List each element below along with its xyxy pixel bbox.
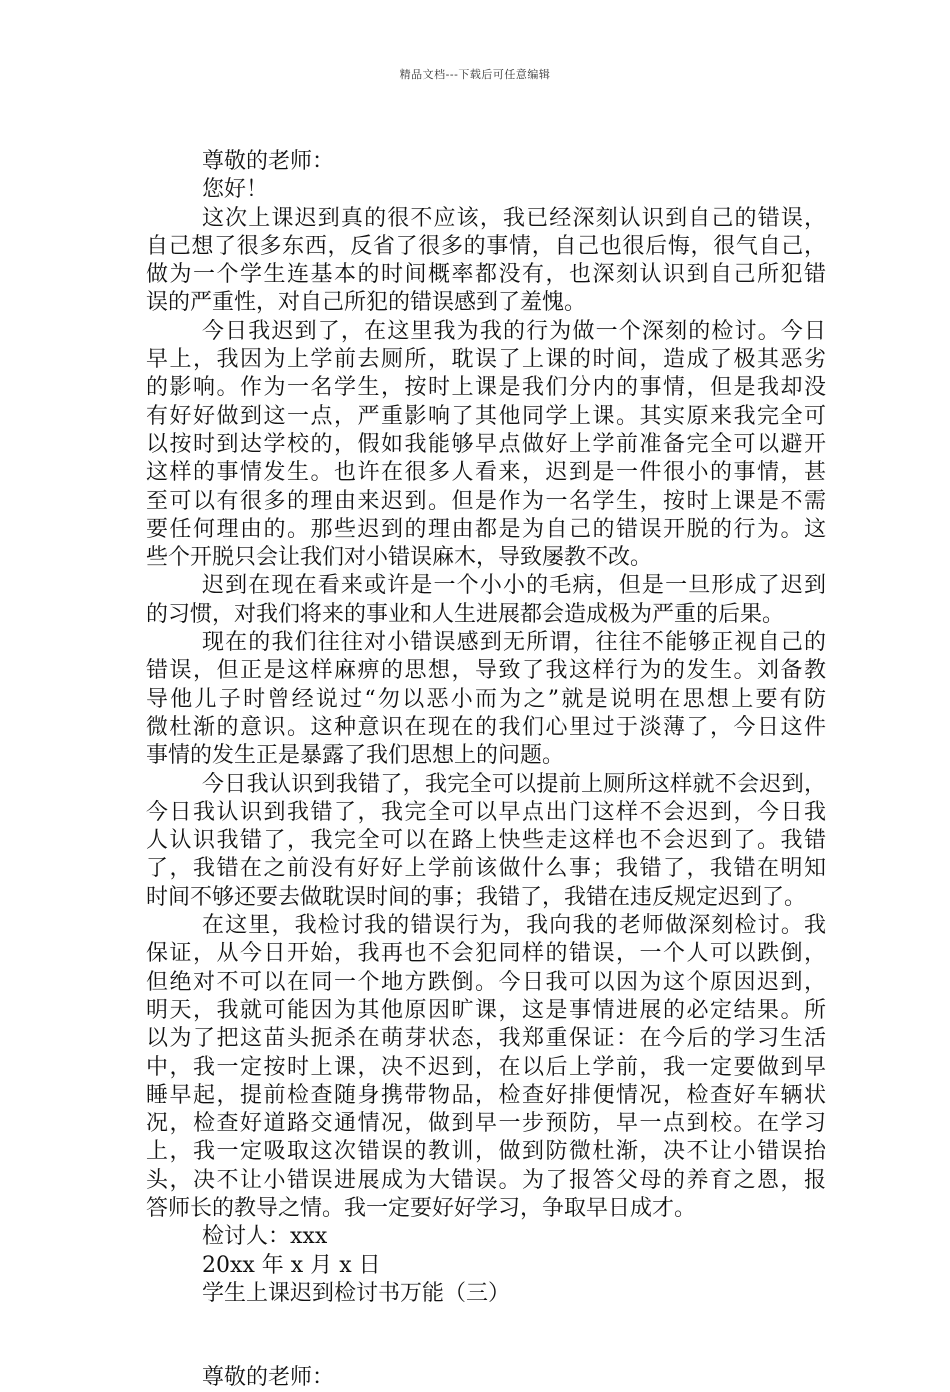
salutation: 尊敬的老师： — [202, 149, 335, 174]
paragraph-line: 误的严重性，对自己所犯的错误感到了羞愧。 — [146, 290, 587, 316]
paragraph-line: 明天，我就可能因为其他原因旷课，这是事情进展的必定结果。所 — [146, 997, 826, 1023]
next-salutation: 尊敬的老师： — [202, 1365, 335, 1391]
paragraph-line: 以按时到达学校的，假如我能够早点做好上学前准备完全可以避开 — [146, 431, 826, 457]
paragraph-line: 早上，我因为上学前去厕所，耽误了上课的时间，造成了极其恶劣 — [146, 347, 826, 373]
paragraph-line: 做为一个学生连基本的时间概率都没有，也深刻认识到自己所犯错 — [146, 262, 826, 288]
paragraph-line: 微杜渐的意识。这种意识在现在的我们心里过于淡薄了，今日这件 — [146, 714, 826, 740]
paragraph-line: 在这里，我检讨我的错误行为，我向我的老师做深刻检讨。我 — [202, 913, 826, 939]
paragraph-line: 至可以有很多的理由来迟到。但是作为一名学生，按时上课是不需 — [146, 488, 826, 514]
paragraph — [146, 771, 826, 912]
paragraph-line: 了，我错在之前没有好好上学前该做什么事；我错了，我错在明知 — [146, 856, 826, 882]
paragraph-line: 现在的我们往往对小错误感到无所谓，往往不能够正视自己的 — [202, 630, 826, 656]
date: 20xx 年 x 月 x 日 — [202, 1252, 381, 1278]
paragraph-line: 上，我一定吸取这次错误的教训，做到防微杜渐，决不让小错误抬 — [146, 1139, 826, 1165]
next-title: 学生上课迟到检讨书万能（三） — [202, 1280, 511, 1306]
paragraph — [146, 205, 826, 318]
paragraph-line: 但绝对不可以在同一个地方跌倒。今日我可以因为这个原因迟到， — [146, 969, 826, 995]
paragraph — [146, 629, 826, 770]
paragraph-line: 况，检查好道路交通情况，做到早一步预防，早一点到校。在学习 — [146, 1111, 826, 1137]
header-watermark: 精品文档---下载后可任意编辑 — [399, 68, 551, 81]
paragraph-line: 迟到在现在看来或许是一个小小的毛病，但是一旦形成了迟到 — [202, 573, 826, 599]
paragraph-line: 这次上课迟到真的很不应该，我已经深刻认识到自己的错误， — [202, 205, 826, 231]
paragraph-line: 自己想了很多东西，反省了很多的事情，自己也很后悔，很气自己， — [146, 233, 826, 259]
paragraph-line: 以为了把这苗头扼杀在萌芽状态，我郑重保证：在今后的学习生活 — [146, 1026, 826, 1052]
paragraph-line: 人认识我错了，我完全可以在路上快些走这样也不会迟到了。我错 — [146, 828, 826, 854]
paragraph-line: 有好好做到这一点，严重影响了其他同学上课。其实原来我完全可 — [146, 403, 826, 429]
paragraph-line: 保证，从今日开始，我再也不会犯同样的错误，一个人可以跌倒， — [146, 941, 826, 967]
paragraph-line: 这样的事情发生。也许在很多人看来，迟到是一件很小的事情，甚 — [146, 460, 826, 486]
paragraph-line: 导他儿子时曾经说过“勿以恶小而为之”就是说明在思想上要有防 — [146, 686, 826, 712]
paragraph — [146, 572, 826, 629]
spacer — [146, 1308, 826, 1364]
greeting: 您好！ — [202, 177, 269, 203]
paragraph-line: 今日我认识到我错了，我完全可以早点出门这样不会迟到，今日我 — [146, 799, 826, 825]
paragraph-line: 答师长的教导之情。我一定要好好学习，争取早日成才。 — [146, 1195, 697, 1221]
paragraph-line: 头，决不让小错误进展成为大错误。为了报答父母的养育之恩，报 — [146, 1167, 826, 1193]
paragraph-line: 中，我一定按时上课，决不迟到，在以后上学前，我一定要做到早 — [146, 1054, 826, 1080]
paragraph-line: 的影响。作为一名学生，按时上课是我们分内的事情，但是我却没 — [146, 375, 826, 401]
document-body — [146, 148, 826, 1392]
paragraph-line: 事情的发生正是暴露了我们思想上的问题。 — [146, 743, 565, 769]
paragraphs — [146, 205, 826, 1224]
paragraph-line: 睡早起，提前检查随身携带物品，检查好排便情况，检查好车辆状 — [146, 1082, 826, 1108]
signer: 检讨人：xxx — [202, 1224, 328, 1250]
paragraph-line: 要任何理由的。那些迟到的理由都是为自己的错误开脱的行为。这 — [146, 516, 826, 542]
paragraph-line: 些个开脱只会让我们对小错误麻木，导致屡教不改。 — [146, 545, 653, 571]
paragraph — [146, 912, 826, 1223]
paragraph — [146, 318, 826, 573]
paragraph-line: 时间不够还要去做耽误时间的事；我错了，我错在违反规定迟到了。 — [146, 884, 807, 910]
paragraph-line: 今日我迟到了，在这里我为我的行为做一个深刻的检讨。今日 — [202, 318, 826, 344]
paragraph-line: 的习惯，对我们将来的事业和人生进展都会造成极为严重的后果。 — [146, 601, 785, 627]
paragraph-line: 错误，但正是这样麻痹的思想，导致了我这样行为的发生。刘备教 — [146, 658, 826, 684]
paragraph-line: 今日我认识到我错了，我完全可以提前上厕所这样就不会迟到， — [202, 771, 826, 797]
